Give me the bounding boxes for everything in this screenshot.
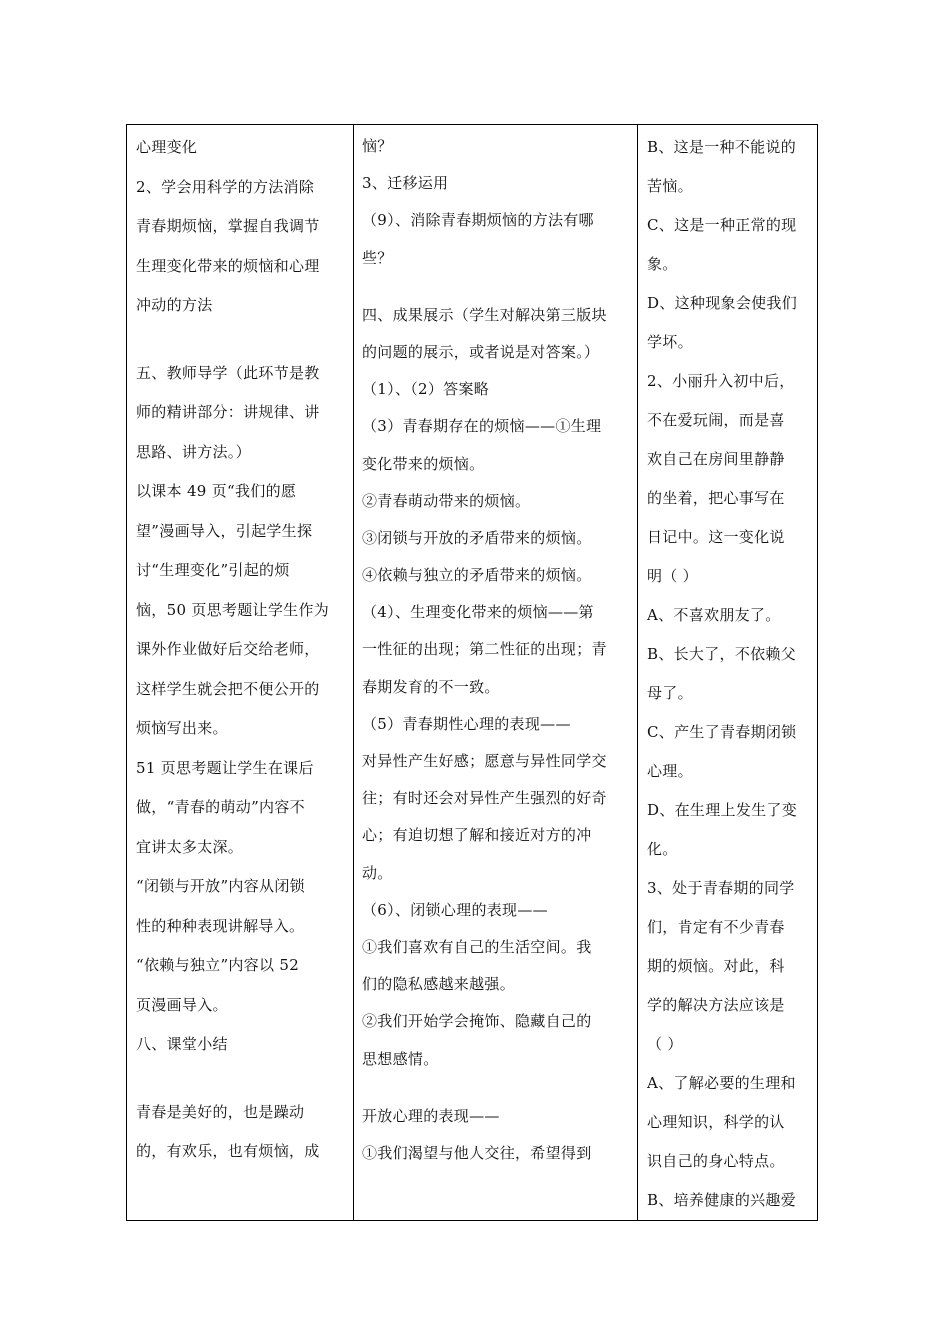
text-line: 心；有迫切想了解和接近对方的冲 — [362, 826, 592, 845]
text-line: 开放心理的表现—— — [362, 1106, 500, 1125]
text-line: 以课本 49 页“我们的愿 — [136, 482, 297, 500]
text-line: 思想感情。 — [362, 1049, 439, 1068]
text-line: ②青春萌动带来的烦恼。 — [362, 491, 531, 510]
text-line: 师的精讲部分：讲规律、讲 — [136, 403, 320, 421]
text-line: 五、教师导学（此环节是教 — [136, 363, 320, 382]
text-line: 八、课堂小结 — [136, 1035, 228, 1053]
text-line: 日记中。这一变化说 — [647, 528, 785, 546]
text-line: 心理。 — [647, 762, 693, 780]
text-line: 冲动的方法 — [136, 296, 213, 314]
text-line: （3）青春期存在的烦恼——①生理 — [362, 417, 602, 436]
text-line — [136, 1065, 345, 1093]
text-line: 的问题的展示，或者说是对答案。） — [362, 342, 600, 361]
text-line: 生理变化带来的烦恼和心理 — [136, 256, 320, 275]
table-row — [127, 125, 818, 1221]
text-line: 往；有时还会对异性产生强烈的好奇 — [362, 789, 607, 808]
text-line: 的坐着，把心事写在 — [647, 489, 785, 507]
text-line: （ ） — [647, 1035, 683, 1053]
text-line: C、这是一种正常的现 — [647, 216, 797, 234]
column-student-activities — [354, 125, 638, 1221]
text-line: 们的隐私感越来越强。 — [362, 975, 516, 994]
text-line: 青春期烦恼，掌握自我调节 — [136, 217, 320, 235]
text-line: 些？ — [362, 248, 393, 267]
text-line: 象。 — [647, 255, 678, 273]
text-line — [362, 277, 631, 297]
text-line: （5）青春期性心理的表现—— — [362, 714, 571, 733]
text-line: 3、处于青春期的同学 — [647, 879, 795, 897]
text-line: 2、小丽升入初中后， — [647, 372, 795, 390]
text-line: 识自己的身心特点。 — [647, 1152, 785, 1170]
text-line: 页漫画导入。 — [136, 995, 228, 1014]
text-line — [362, 1078, 631, 1098]
text-line: “闭锁与开放”内容从闭锁 — [136, 877, 305, 895]
text-line: 不在爱玩闹，而是喜 — [647, 411, 785, 429]
text-line: （6）、闭锁心理的表现—— — [362, 900, 548, 919]
text-line: A、了解必要的生理和 — [647, 1074, 796, 1092]
text-line: 动。 — [362, 863, 393, 882]
text-line: 春期发育的不一致。 — [362, 677, 500, 696]
text-line: 化。 — [647, 840, 678, 858]
text-line: （4）、生理变化带来的烦恼——第 — [362, 603, 594, 622]
text-line: 望”漫画导入，引起学生探 — [136, 521, 313, 540]
text-line: ②我们开始学会掩饰、隐藏自己的 — [362, 1012, 592, 1031]
text-line: 苦恼。 — [647, 177, 693, 195]
text-line: D、这种现象会使我们 — [647, 294, 798, 312]
text-line: 心理变化 — [136, 138, 198, 156]
text-line: B、培养健康的兴趣爱 — [647, 1191, 797, 1209]
text-line: ①我们喜欢有自己的生活空间。我 — [362, 937, 592, 956]
text-line: C、产生了青春期闭锁 — [647, 723, 797, 741]
text-line: 性的种种表现讲解导入。 — [136, 916, 305, 935]
lesson-plan-table — [126, 124, 818, 1221]
text-line: ④依赖与独立的矛盾带来的烦恼。 — [362, 566, 592, 585]
text-line: 3、迁移运用 — [362, 174, 449, 193]
text-line: B、长大了，不依赖父 — [647, 645, 797, 663]
text-line: D、在生理上发生了变 — [647, 801, 798, 819]
text-line: 51 页思考题让学生在课后 — [136, 758, 314, 777]
text-line: 思路、讲方法。） — [136, 442, 251, 461]
column-objectives-guidance — [127, 125, 354, 1221]
text-line: 学坏。 — [647, 333, 693, 351]
cell-text — [638, 125, 817, 1220]
text-line: 做，“青春的萌动”内容不 — [136, 798, 305, 816]
text-line: B、这是一种不能说的 — [647, 138, 797, 156]
text-line: 课外作业做好后交给老师， — [136, 640, 320, 658]
text-line: 宜讲太多太深。 — [136, 837, 244, 856]
text-line: ③闭锁与开放的矛盾带来的烦恼。 — [362, 528, 592, 547]
text-line: （9）、消除青春期烦恼的方法有哪 — [362, 211, 594, 230]
text-line: 恼，50 页思考题让学生作为 — [136, 600, 330, 619]
text-line: 一性征的出现；第二性征的出现；青 — [362, 640, 607, 659]
cell-text — [354, 125, 637, 1172]
text-line — [136, 326, 345, 354]
text-line: 欢自己在房间里静静 — [647, 450, 785, 468]
text-line: 恼？ — [362, 137, 393, 155]
text-line: 母了。 — [647, 684, 693, 702]
text-line: 四、成果展示（学生对解决第三版块 — [362, 305, 607, 324]
text-line: 们，肯定有不少青春 — [647, 918, 785, 936]
column-exercises — [638, 125, 818, 1221]
text-line: 期的烦恼。对此，科 — [647, 957, 785, 975]
text-line: ①我们渴望与他人交往，希望得到 — [362, 1143, 592, 1162]
cell-text — [127, 125, 353, 1172]
text-line: 的，有欢乐，也有烦恼，成 — [136, 1142, 320, 1160]
text-line: 变化带来的烦恼。 — [362, 454, 485, 473]
text-line: 2、学会用科学的方法消除 — [136, 177, 315, 196]
text-line: 青春是美好的，也是躁动 — [136, 1102, 305, 1121]
text-line: 对异性产生好感；愿意与异性同学交 — [362, 752, 607, 770]
text-line: 学的解决方法应该是 — [647, 996, 785, 1014]
text-line: （1）、（2）答案略 — [362, 380, 490, 399]
text-line: “依赖与独立”内容以 52 — [136, 956, 300, 974]
text-line: 这样学生就会把不便公开的 — [136, 679, 320, 698]
text-line: 明（ ） — [647, 567, 698, 585]
text-line: 烦恼写出来。 — [136, 719, 228, 737]
text-line: 心理知识，科学的认 — [647, 1113, 785, 1131]
text-line: A、不喜欢朋友了。 — [647, 606, 781, 624]
text-line: 讨“生理变化”引起的烦 — [136, 561, 290, 579]
